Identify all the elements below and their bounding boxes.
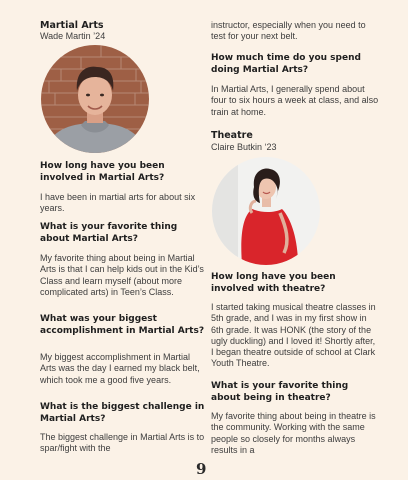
question-how-long-martial-arts: How long have you been involved in Martial Arts? [40, 161, 165, 183]
section-title-martial-arts: Martial Arts [40, 20, 104, 31]
photo-claire-butkin [212, 157, 320, 265]
answer-how-much-time: In Martial Arts, I generally spend about four to six hours a week at class, and also train at home. [211, 84, 379, 117]
question-favorite-martial-arts: What is your favorite thing about Martial Arts? [40, 222, 178, 244]
portrait-boy-icon [41, 45, 149, 153]
question-how-much-time: How much time do you spend doing Martial Arts? [211, 53, 361, 75]
answer-how-long-martial-arts: I have been in martial arts for about six years. [40, 192, 196, 214]
byline-wade-martin: Wade Martin ’24 [40, 31, 106, 41]
question-biggest-challenge: What is the biggest challenge in Martial Arts? [40, 402, 205, 424]
portrait-girl-icon [212, 157, 320, 265]
byline-claire-butkin: Claire Butkin ‘23 [211, 142, 277, 152]
page-number: 9 [196, 460, 207, 478]
section-title-theatre: Theatre [211, 130, 253, 141]
question-how-long-theatre: How long have you been involved with theatre? [211, 272, 336, 294]
answer-how-long-theatre: I started taking musical theatre classes in 5th grade, and I was in my first show in 6th grade. It was HONK (the story of the ugly duckling) and I loved it! Shortly after, I began theatre outside of school at Clark Youth Theatre. [211, 302, 376, 369]
question-favorite-theatre: What is your favorite thing about being in theatre? [211, 381, 349, 403]
photo-wade-martin [41, 45, 149, 153]
answer-favorite-theatre: My favorite thing about being in theatre is the community. Working with the same people so closely for months always results in a [211, 411, 376, 455]
answer-continued: instructor, especially when you need to test for your next belt. [211, 20, 366, 42]
answer-biggest-accomplishment: My biggest accomplishment in Martial Arts was the day I earned my black belt, which took me a good five years. [40, 352, 200, 385]
answer-biggest-challenge: The biggest challenge in Martial Arts is to spar/fight with the [40, 432, 205, 454]
answer-favorite-martial-arts: My favorite thing about being in Martial Arts is that I can help kids out in the Kid’s Class and learn myself (about more complicated arts) in Teen’s Class. [40, 253, 204, 297]
question-biggest-accomplishment: What was your biggest accomplishment in Martial Arts? [40, 314, 205, 336]
